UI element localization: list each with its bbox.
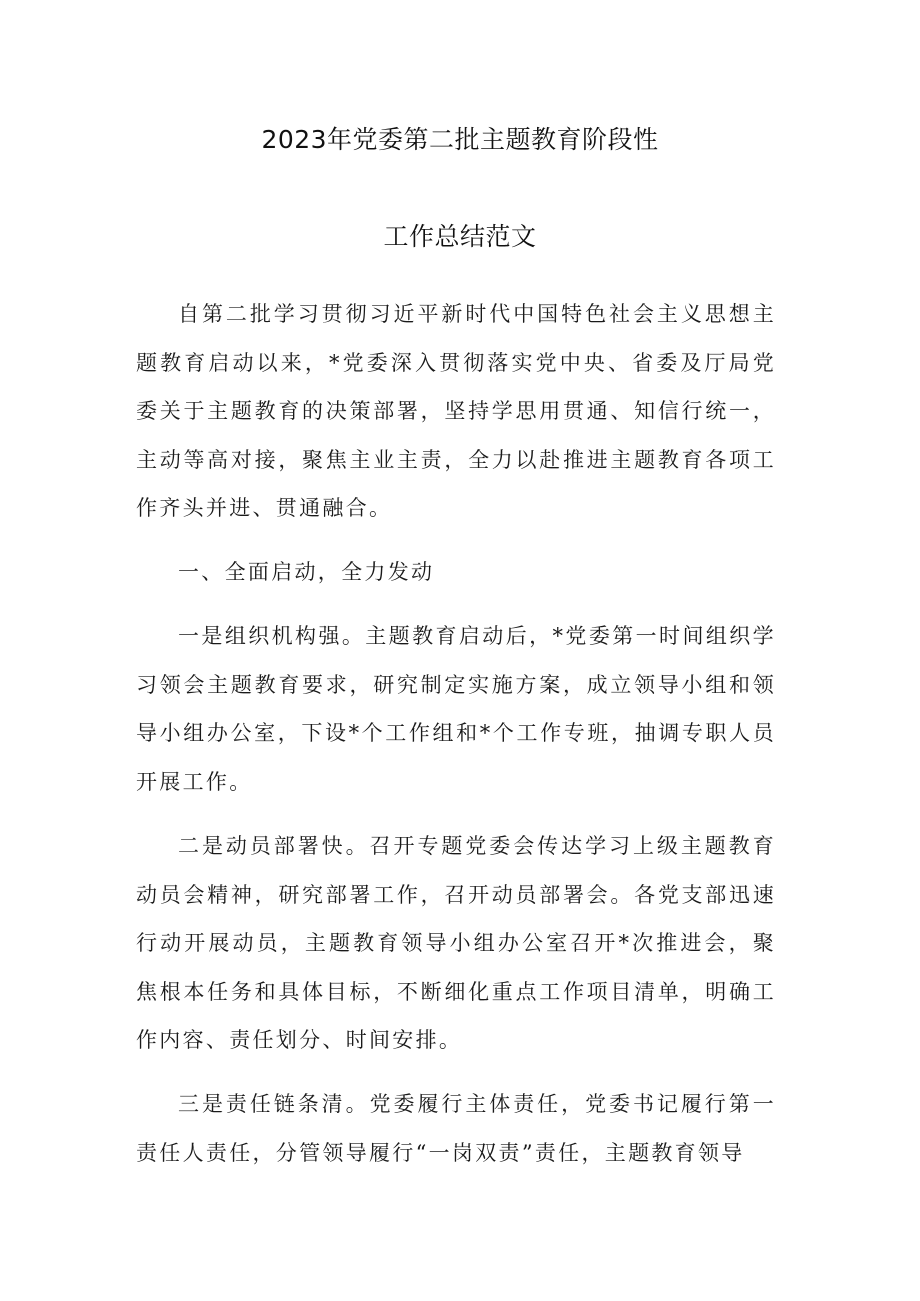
paragraph-point-3: 三是责任链条清。党委履行主体责任，党委书记履行第一责任人责任，分管领导履行“一岗双责”责任，主题教育领导 [136,1092,776,1165]
document-title-line-1: 2023年党委第二批主题教育阶段性 [261,125,659,154]
paragraph-point-1: 一是组织机构强。主题教育启动后，*党委第一时间组织学习领会主题教育要求，研究制定实施方案，成立领导小组和领导小组办公室，下设*个工作组和*个工作专班，抽调专职人员开展工作。 [136,624,776,794]
section-heading-1: 一、全面启动，全力发动 [178,560,435,584]
document-title-line-2: 工作总结范文 [383,222,537,251]
paragraph-point-2: 二是动员部署快。召开专题党委会传达学习上级主题教育动员会精神，研究部署工作，召开动员部署会。各党支部迅速行动开展动员，主题教育领导小组办公室召开*次推进会，聚焦根本任务和具体目标，不断细化重点工作项目清单，明确工作内容、责任划分、时间安排。 [136,834,776,1052]
intro-paragraph: 自第二批学习贯彻习近平新时代中国特色社会主义思想主题教育启动以来，*党委深入贯彻落实党中央、省委及厅局党委关于主题教育的决策部署，坚持学思用贯通、知信行统一，主动等高对接，聚焦主业主责，全力以赴推进主题教育各项工作齐头并进、贯通融合。 [136,302,776,520]
